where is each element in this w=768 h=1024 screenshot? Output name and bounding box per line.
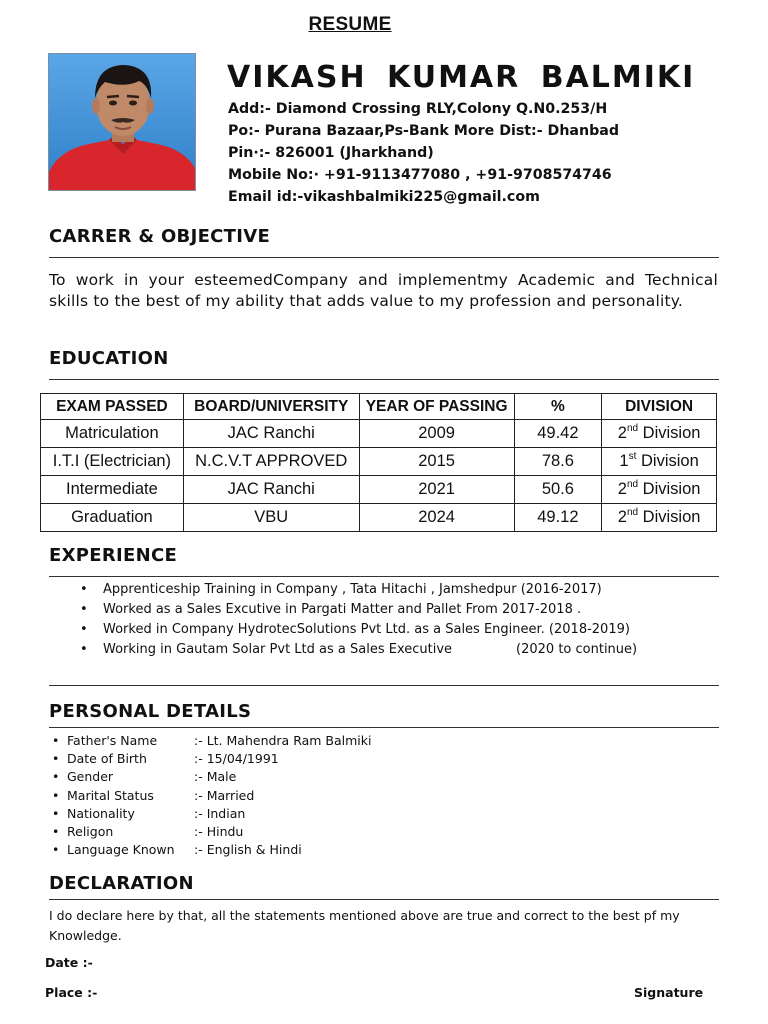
experience-text: Worked as a Sales Excutive in Pargati Matter and Pallet From 2017-2018 . — [103, 602, 582, 617]
profile-photo — [48, 53, 196, 191]
division-word: Division — [640, 452, 699, 470]
experience-text: Apprenticeship Training in Company , Tata Hitachi , Jamshedpur (2016-2017) — [103, 582, 602, 597]
list-item — [80, 580, 720, 600]
section-divider — [49, 899, 719, 900]
cell-year: 2024 — [359, 504, 514, 532]
cell-board: JAC Ranchi — [183, 476, 359, 504]
division-number: 2 — [617, 508, 627, 526]
resume-title: RESUME — [308, 14, 392, 35]
cell-exam: Graduation — [41, 504, 184, 532]
cell-division — [602, 504, 717, 532]
cell-percent: 49.42 — [514, 420, 602, 448]
list-item — [52, 823, 371, 841]
profile-photo-illustration — [49, 54, 196, 191]
personal-label: Language Known — [67, 842, 175, 858]
division-word: Division — [642, 480, 701, 498]
pin-line: Pin·:- 826001 (Jharkhand) — [228, 145, 434, 161]
list-item — [52, 768, 371, 786]
col-percent: % — [514, 394, 602, 420]
personal-value: :- Hindu — [194, 824, 244, 840]
signature-label: Signature — [634, 985, 704, 1000]
personal-label: Gender — [67, 769, 114, 785]
cell-percent: 78.6 — [514, 448, 602, 476]
division-number: 2 — [617, 480, 627, 498]
table-row — [41, 504, 717, 532]
personal-heading: PERSONAL DETAILS — [49, 701, 252, 722]
col-exam-passed: EXAM PASSED — [41, 394, 184, 420]
division-suffix: nd — [626, 423, 639, 434]
personal-details-list — [52, 732, 371, 859]
cell-exam: Intermediate — [41, 476, 184, 504]
list-item — [52, 787, 371, 805]
personal-label: Date of Birth — [67, 751, 147, 767]
declaration-heading: DECLARATION — [49, 873, 194, 894]
objective-heading: CARRER & OBJECTIVE — [49, 226, 271, 247]
list-item — [52, 841, 371, 859]
list-item — [52, 750, 371, 768]
list-item — [52, 732, 371, 750]
list-item — [80, 620, 720, 640]
col-board-university: BOARD/UNIVERSITY — [183, 394, 359, 420]
cell-exam: I.T.I (Electrician) — [41, 448, 184, 476]
list-item — [80, 600, 720, 620]
education-table-header — [41, 394, 717, 420]
address-line-1: Add:- Diamond Crossing RLY,Colony Q.N0.253/H — [228, 101, 608, 117]
personal-value: :- Indian — [194, 805, 246, 821]
cell-year: 2009 — [359, 420, 514, 448]
division-suffix: st — [628, 451, 637, 462]
email-line: Email id:-vikashbalmiki225@gmail.com — [228, 189, 540, 205]
cell-board: JAC Ranchi — [183, 420, 359, 448]
cell-year: 2021 — [359, 476, 514, 504]
table-row — [41, 420, 717, 448]
personal-label: Nationality — [67, 805, 135, 821]
section-divider — [49, 727, 719, 728]
experience-note: (2020 to continue) — [516, 642, 638, 657]
experience-heading: EXPERIENCE — [49, 545, 178, 566]
cell-division — [602, 420, 717, 448]
place-label: Place :- — [45, 985, 98, 1000]
personal-value: :- Married — [194, 787, 255, 803]
education-table — [40, 393, 717, 532]
personal-label: Marital Status — [67, 787, 154, 803]
cell-board: VBU — [183, 504, 359, 532]
experience-list — [80, 580, 720, 660]
division-word: Division — [642, 508, 701, 526]
contact-block — [228, 98, 748, 208]
division-suffix: nd — [626, 507, 639, 518]
division-number: 2 — [617, 424, 627, 442]
list-item — [52, 805, 371, 823]
mobile-line: Mobile No:· +91-9113477080 , +91-9708574746 — [228, 167, 612, 183]
personal-value: :- Male — [194, 769, 237, 785]
cell-division — [602, 476, 717, 504]
section-divider — [49, 379, 719, 380]
experience-text: Working in Gautam Solar Pvt Ltd as a Sales Executive — [103, 642, 453, 657]
section-divider — [49, 576, 719, 577]
cell-percent: 49.12 — [514, 504, 602, 532]
address-line-2: Po:- Purana Bazaar,Ps-Bank More Dist:- Dhanbad — [228, 123, 619, 139]
section-divider — [49, 685, 719, 686]
list-item — [80, 640, 720, 660]
date-label: Date :- — [45, 955, 93, 970]
division-number: 1 — [619, 452, 629, 470]
personal-label: Father's Name — [67, 733, 158, 748]
cell-division — [602, 448, 717, 476]
col-division: DIVISION — [602, 394, 717, 420]
cell-percent: 50.6 — [514, 476, 602, 504]
objective-text: To work in your esteemedCompany and implementmy Academic and Technical skills to the best of my ability that adds value to my profession and personality. — [49, 271, 718, 310]
table-row — [41, 476, 717, 504]
col-year-of-passing: YEAR OF PASSING — [359, 394, 514, 420]
section-divider — [49, 257, 719, 258]
personal-label: Religon — [67, 824, 114, 840]
candidate-name: VIKASH KUMAR BALMIKI — [227, 60, 696, 95]
experience-text: Worked in Company HydrotecSolutions Pvt Ltd. as a Sales Engineer. (2018-2019) — [103, 622, 630, 637]
division-suffix: nd — [626, 479, 639, 490]
personal-value: :- 15/04/1991 — [194, 751, 279, 767]
table-row — [41, 448, 717, 476]
division-word: Division — [642, 424, 701, 442]
cell-exam: Matriculation — [41, 420, 184, 448]
declaration-text: I do declare here by that, all the statements mentioned above are true and correct to the best pf my Knowledge. — [49, 908, 680, 943]
cell-year: 2015 — [359, 448, 514, 476]
education-heading: EDUCATION — [49, 348, 169, 369]
personal-value: :- Lt. Mahendra Ram Balmiki — [194, 733, 372, 748]
personal-value: :- English & Hindi — [194, 842, 302, 858]
cell-board: N.C.V.T APPROVED — [183, 448, 359, 476]
